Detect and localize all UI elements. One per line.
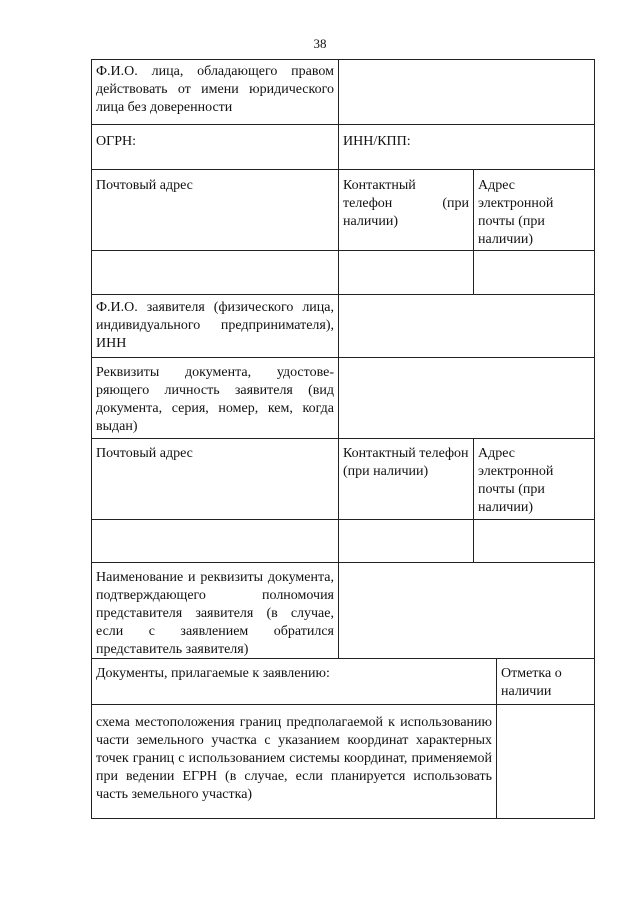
ogrn-label: ОГРН: [96, 134, 136, 149]
applicant-label: Ф.И.О. заявителя (физического лица, индивидуального предпринимателя), ИНН [96, 300, 334, 351]
attachments-header: Документы, прилагаемые к заявлению: [96, 666, 330, 681]
phone-label-2: Контактный телефон (при наличии) [343, 446, 469, 479]
applicant-label-cell [91, 294, 339, 358]
email-input-2[interactable] [473, 519, 595, 563]
email-label-2: Адрес электронной почты (при наличии) [478, 446, 554, 515]
mark-header-cell [496, 658, 595, 705]
representative-label-cell [91, 562, 339, 659]
phone-input-1[interactable] [338, 250, 474, 295]
id-doc-value-cell[interactable] [338, 357, 595, 439]
director-label-cell [91, 59, 339, 125]
representative-value-cell[interactable] [338, 562, 595, 659]
phone-label-cell-1 [338, 169, 474, 251]
phone-label-line-1: Контактный [343, 178, 416, 193]
id-doc-label: Реквизиты документа, удостоверяющего личность заявителя (вид документа, серия, номер, кем, когда выдан) [96, 365, 334, 434]
mark-header: Отметка о наличии [501, 666, 562, 699]
phone-label-cell-2 [338, 438, 474, 520]
representative-label: Наименование и реквизиты документа, подтверждающего полномочия представителя заявителя (в случае, если с заявлением обратился представитель заявителя) [96, 570, 334, 657]
postal-label-cell-1 [91, 169, 339, 251]
director-label: Ф.И.О. лица, обладающего правом действовать от имени юридического лица без доверенности [96, 64, 334, 115]
attachments-header-cell [91, 658, 497, 705]
postal-input-2[interactable] [91, 519, 339, 563]
postal-label-cell-2 [91, 438, 339, 520]
page-number: 38 [313, 36, 327, 51]
phone-label-line-2: телефон [343, 196, 393, 211]
email-label-1: Адрес электронной почты (при наличии) [478, 178, 554, 247]
phone-input-2[interactable] [338, 519, 474, 563]
attachment-mark-checkbox[interactable] [496, 704, 595, 819]
postal-label-2: Почтовый адрес [96, 446, 193, 461]
email-label-cell-2 [473, 438, 595, 520]
email-label-cell-1 [473, 169, 595, 251]
inn-kpp-cell[interactable] [338, 124, 595, 170]
attachment-item-1: схема местоположения границ предполагаемой к использованию части земельного участка с указанием координат характерных точек границ с использованием системы координат, применяемой при ведении ЕГРН (в случае, если планируется использовать часть земельного участка) [96, 715, 492, 802]
phone-label-line-3: (при [442, 196, 469, 211]
inn-kpp-label: ИНН/КПП: [343, 134, 411, 149]
director-value-cell[interactable] [338, 59, 595, 125]
applicant-value-cell[interactable] [338, 294, 595, 358]
email-input-1[interactable] [473, 250, 595, 295]
postal-input-1[interactable] [91, 250, 339, 295]
attachment-item-cell [91, 704, 497, 819]
ogrn-cell[interactable] [91, 124, 339, 170]
postal-label-1: Почтовый адрес [96, 178, 193, 193]
phone-label-line-4: наличии) [343, 214, 398, 229]
id-doc-label-cell [91, 357, 339, 439]
